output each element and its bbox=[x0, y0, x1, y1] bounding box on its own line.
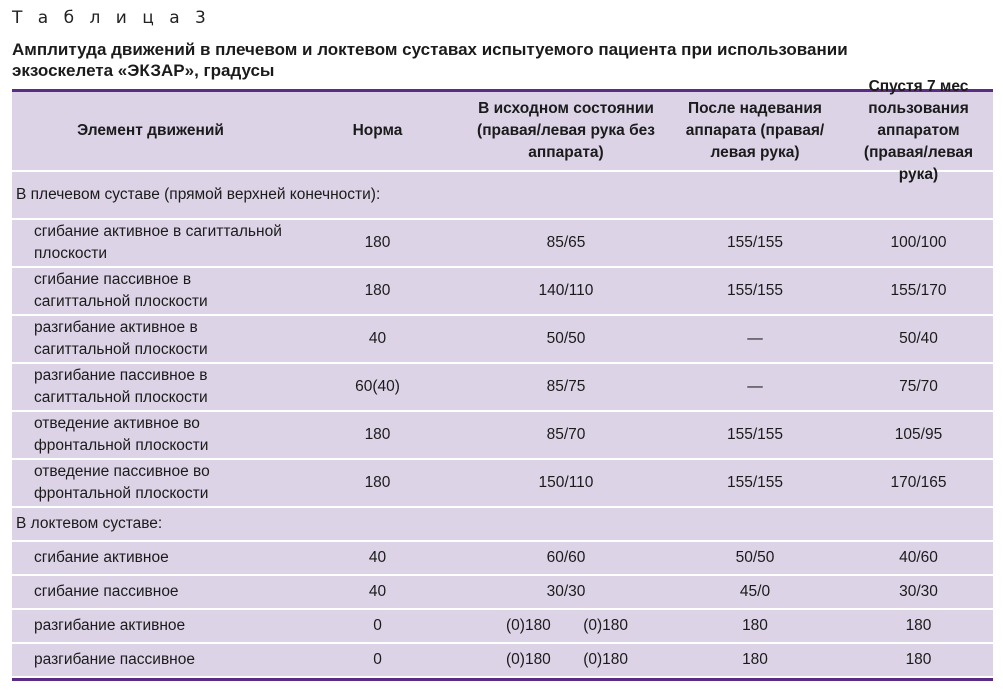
cell-initial: 85/75 bbox=[546, 378, 586, 395]
header-seven-months: Спустя 7 мес пользования аппаратом (правая/левая рука) bbox=[863, 78, 974, 183]
cell-movement: разгибание активное bbox=[34, 617, 186, 634]
bottom-rule bbox=[12, 678, 993, 681]
cell-initial: 150/110 bbox=[538, 474, 594, 491]
cell-movement: сгибание пассивное в сагиттальной плоскости bbox=[34, 271, 208, 310]
cell-after: 180 bbox=[742, 617, 768, 634]
cell-after: — bbox=[747, 378, 763, 395]
cell-after: 155/155 bbox=[726, 234, 784, 251]
cell-initial: 85/70 bbox=[546, 426, 586, 443]
header-after: После надевания аппарата (правая/левая рука) bbox=[685, 100, 825, 161]
cell-norm: 0 bbox=[373, 617, 382, 634]
section-row bbox=[12, 508, 993, 542]
section-title: В плечевом суставе (прямой верхней конечности): bbox=[16, 186, 381, 203]
table-row bbox=[12, 576, 993, 610]
cell-norm: 180 bbox=[364, 282, 391, 299]
cell-seven-months: 40/60 bbox=[899, 549, 938, 566]
table-row bbox=[12, 460, 993, 508]
table-header bbox=[12, 78, 993, 183]
table-row bbox=[12, 364, 993, 412]
table-row bbox=[12, 542, 993, 576]
cell-after: 155/155 bbox=[726, 282, 784, 299]
table-row bbox=[12, 268, 993, 316]
table-title: Амплитуда движений в плечевом и локтевом суставах испытуемого пациента при использовании экзоскелета «ЭКЗАР», градусы bbox=[12, 40, 848, 80]
cell-initial-right: (0)180 bbox=[506, 617, 551, 634]
table-row bbox=[12, 316, 993, 364]
cell-after: 45/0 bbox=[739, 583, 771, 600]
cell-after: — bbox=[747, 330, 763, 347]
cell-seven-months: 105/95 bbox=[894, 426, 943, 443]
table-row bbox=[12, 644, 993, 678]
cell-initial-right: (0)180 bbox=[506, 651, 551, 668]
cell-initial-left: (0)180 bbox=[583, 651, 628, 668]
table-row bbox=[12, 220, 993, 268]
cell-seven-months: 170/165 bbox=[890, 474, 947, 491]
cell-norm: 180 bbox=[364, 234, 391, 251]
cell-seven-months: 155/170 bbox=[890, 282, 947, 299]
cell-movement: сгибание активное bbox=[34, 549, 169, 566]
header-initial: В исходном состоянии (правая/левая рука без аппарата) bbox=[477, 100, 655, 161]
cell-seven-months: 75/70 bbox=[899, 378, 938, 395]
header-movement: Элемент движений bbox=[77, 122, 224, 139]
cell-initial: 50/50 bbox=[546, 330, 586, 347]
header-norm: Норма bbox=[352, 122, 403, 139]
cell-movement: разгибание пассивное в сагиттальной плоскости bbox=[34, 367, 208, 406]
cell-norm: 40 bbox=[368, 583, 387, 600]
cell-movement: отведение пассивное во фронтальной плоскости bbox=[34, 463, 210, 502]
cell-initial: 60/60 bbox=[546, 549, 586, 566]
cell-initial: 140/110 bbox=[538, 282, 594, 299]
cell-seven-months: 50/40 bbox=[899, 330, 938, 347]
cell-after: 155/155 bbox=[726, 426, 784, 443]
table-row bbox=[12, 412, 993, 460]
table-caption: Т а б л и ц а 3 bbox=[12, 8, 211, 28]
cell-movement: разгибание активное в сагиттальной плоскости bbox=[34, 319, 208, 358]
cell-seven-months: 30/30 bbox=[899, 583, 938, 600]
data-table bbox=[12, 78, 993, 681]
cell-after: 180 bbox=[742, 651, 768, 668]
cell-initial: 30/30 bbox=[546, 583, 586, 600]
cell-initial-left: (0)180 bbox=[583, 617, 628, 634]
cell-movement: разгибание пассивное bbox=[34, 651, 195, 668]
cell-movement: сгибание пассивное bbox=[34, 583, 179, 600]
cell-seven-months: 100/100 bbox=[890, 234, 947, 251]
cell-initial bbox=[466, 615, 666, 637]
cell-seven-months: 180 bbox=[905, 651, 932, 668]
cell-initial bbox=[466, 649, 666, 671]
cell-initial: 85/65 bbox=[546, 234, 586, 251]
cell-norm: 0 bbox=[373, 651, 382, 668]
cell-norm: 60(40) bbox=[355, 378, 400, 395]
section-title: В локтевом суставе: bbox=[16, 515, 163, 532]
cell-norm: 180 bbox=[364, 474, 391, 491]
cell-after: 50/50 bbox=[735, 549, 775, 566]
cell-norm: 180 bbox=[364, 426, 391, 443]
cell-movement: отведение активное во фронтальной плоскости bbox=[34, 415, 209, 454]
cell-norm: 40 bbox=[368, 549, 387, 566]
cell-seven-months: 180 bbox=[905, 617, 932, 634]
table-row bbox=[12, 610, 993, 644]
cell-norm: 40 bbox=[368, 330, 387, 347]
cell-movement: сгибание активное в сагиттальной плоскости bbox=[34, 223, 282, 262]
cell-after: 155/155 bbox=[726, 474, 784, 491]
